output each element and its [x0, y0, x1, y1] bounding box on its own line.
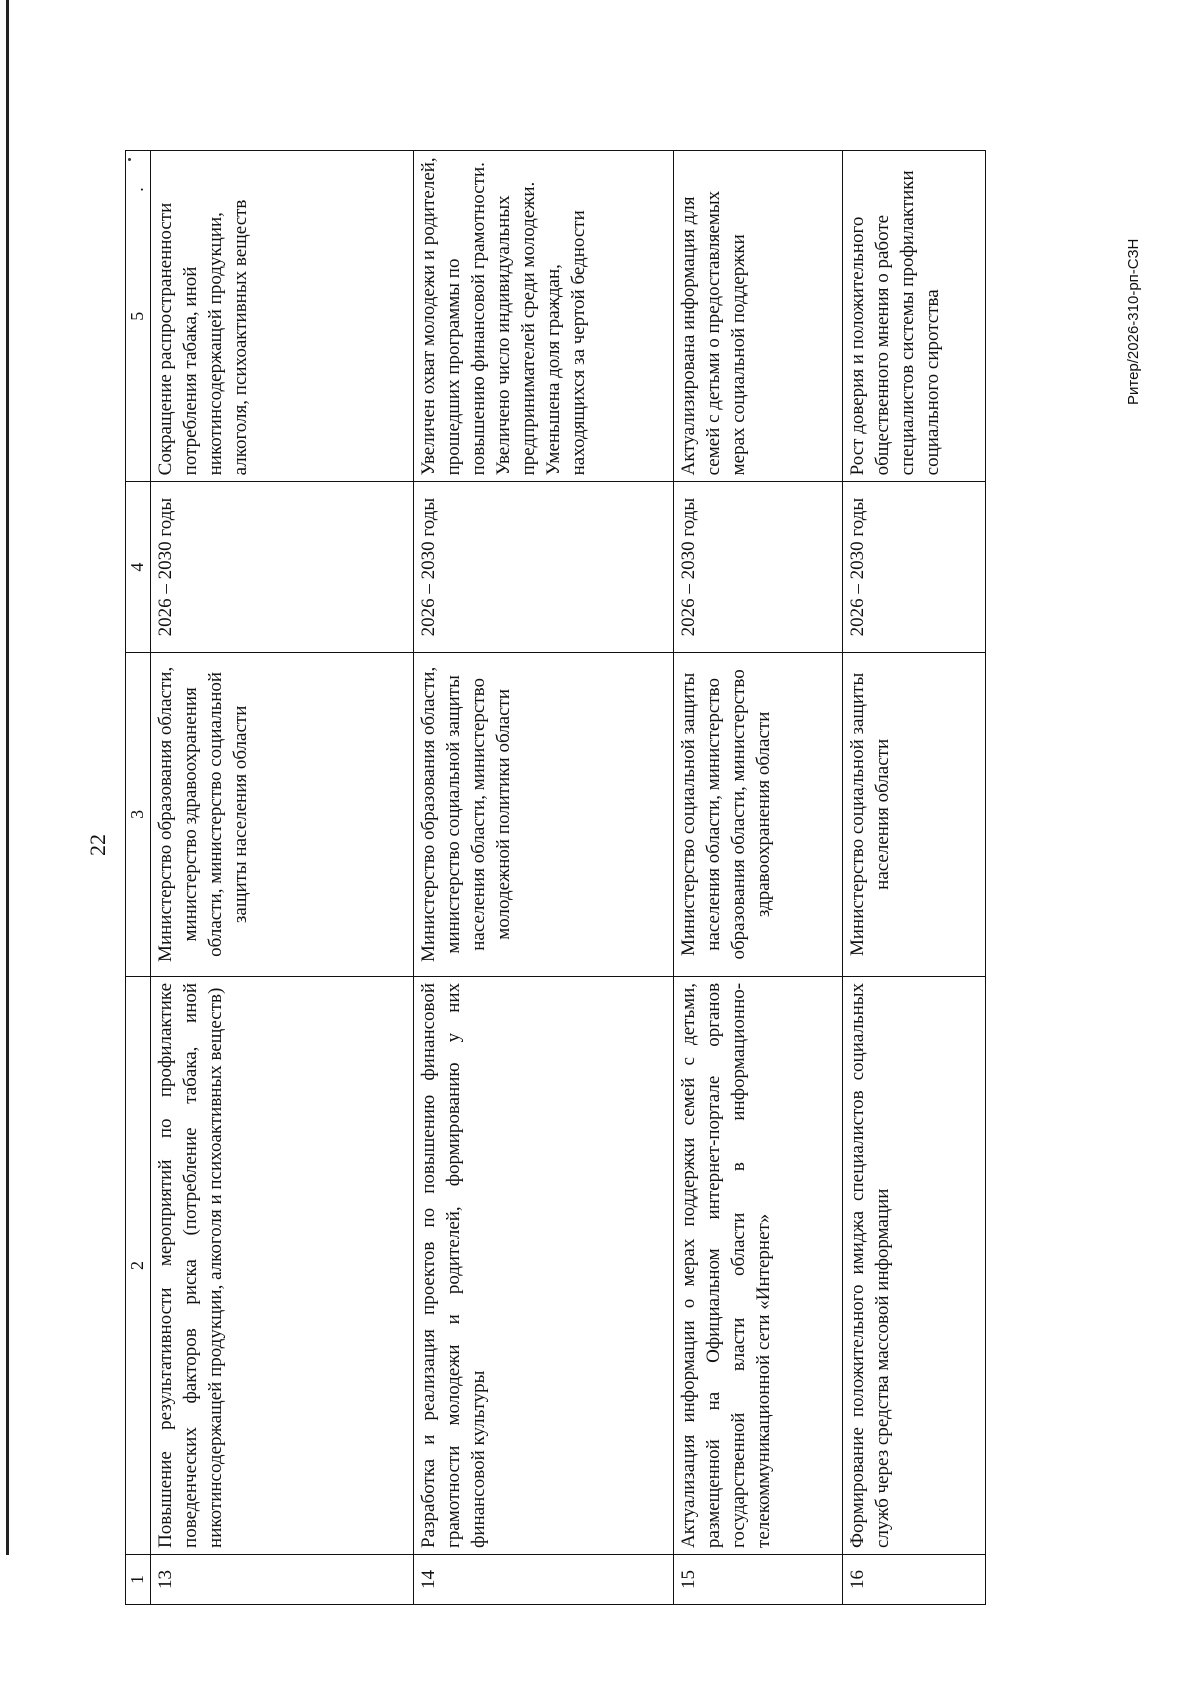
header-col-2: 2 — [126, 976, 151, 1554]
activity-cell: Разработка и реализация проектов по повышению финансовой грамотности молодежи и родителей, формированию у них финансовой культуры — [413, 976, 673, 1554]
executors-cell: Министерство образования области, министерство социальной защиты населения области, министерство молодежной политики области — [413, 652, 673, 976]
result-cell: Актуализирована информация для семей с детьми о предоставляемых мерах социальной поддержки — [673, 151, 842, 482]
row-number: 16 — [842, 1554, 985, 1604]
row-number: 14 — [413, 1554, 673, 1604]
header-col-1: 1 — [126, 1554, 151, 1604]
table-row — [673, 151, 842, 1605]
page-number: 22 — [85, 834, 110, 856]
executors-cell: Министерство образования области, министерство здравоохранения области, министерство социальной защиты населения области — [150, 652, 413, 976]
table-header-row — [126, 151, 151, 1605]
period-cell: 2026 – 2030 годы — [413, 482, 673, 652]
rotated-page — [50, 45, 1150, 1645]
activity-cell: Актуализация информации о мерах поддержки семей с детьми, размещенной на Официальном интернет-портале органов государственной власти области в информационно-телекоммуникационной сети «Интернет» — [673, 976, 842, 1554]
document-code: Ритер/2026-310-рп-СЗН — [1125, 238, 1142, 405]
table-row — [842, 151, 985, 1605]
period-cell: 2026 – 2030 годы — [150, 482, 413, 652]
executors-cell: Министерство социальной защиты населения области, министерство образования области, министерство здравоохранения области — [673, 652, 842, 976]
result-cell: Сокращение распространенности потребления табака, иной никотинсодержащей продукции, алкоголя, психоактивных веществ — [150, 151, 413, 482]
header-col-3: 3 — [126, 652, 151, 976]
table-row — [150, 151, 413, 1605]
result-cell: Рост доверия и положительного общественного мнения о работе специалистов системы профилактики социального сиротства — [842, 151, 985, 482]
executors-cell: Министерство социальной защиты населения области — [842, 652, 985, 976]
period-cell: 2026 – 2030 годы — [673, 482, 842, 652]
scan-left-edge-line — [6, 0, 9, 1555]
header-col-5: 5 . — [126, 151, 151, 482]
row-number: 15 — [673, 1554, 842, 1604]
activities-table — [125, 150, 986, 1605]
result-cell: Увеличен охват молодежи и родителей, прошедших программы по повышению финансовой грамотности. Увеличено число индивидуальных предпринимателей среди молодежи. Уменьшена доля граждан, находящихся за чертой бедности — [413, 151, 673, 482]
activity-cell: Формирование положительного имиджа специалистов социальных служб через средства массовой информации — [842, 976, 985, 1554]
table-row — [413, 151, 673, 1605]
period-cell: 2026 – 2030 годы — [842, 482, 985, 652]
row-number: 13 — [150, 1554, 413, 1604]
header-col-4: 4 — [126, 482, 151, 652]
activity-cell: Повышение результативности мероприятий по профилактике поведенческих факторов риска (потребление табака, иной никотинсодержащей продукции, алкоголя и психоактивных веществ) — [150, 976, 413, 1554]
